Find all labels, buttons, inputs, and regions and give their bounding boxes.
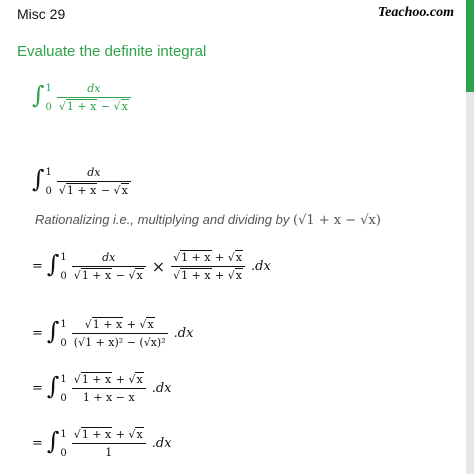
step-4: = ∫ 1 0 $\frac{√1 + x + √x}{1}$ .dx xyxy=(32,426,172,459)
solution-integral xyxy=(32,166,133,197)
step-2: = ∫ 1 0 $\frac{√1 + x + √x}{\text{(√1 + x)² − (√x)²}}$ .dx xyxy=(32,316,194,349)
page-title: Misc 29 xyxy=(17,6,66,22)
question-integral xyxy=(32,82,133,113)
step-3: = ∫ 1 0 $\frac{√1 + x + √x}{1 + x - x}$ .dx xyxy=(32,371,172,404)
integral-sign: ∫ 1 0 xyxy=(32,80,52,113)
integral-sign: ∫ 1 0 xyxy=(32,164,52,197)
rationalizing-note: Rationalizing i.e., multiplying and dividing by (√1 + x − √x) xyxy=(35,212,381,228)
integrand-fraction: $\frac{dx}{√1 + x - √x}$ xyxy=(57,82,131,113)
step-1: = ∫ 1 0 $\frac{dx}{√1 + x - √x}$ × $\frac{√1 + x + √x}{√1 + x + √x}$ .dx xyxy=(32,249,271,282)
scrollbar-thumb[interactable] xyxy=(466,0,474,92)
teachoo-logo: Teachoo.com xyxy=(377,5,454,20)
scrollbar[interactable] xyxy=(466,0,474,474)
rationalizing-expression: (√1 + x − √x) xyxy=(293,213,381,228)
integrand-fraction: $\frac{dx}{√1 + x - √x}$ xyxy=(57,166,131,197)
problem-statement: Evaluate the definite integral xyxy=(17,43,207,60)
